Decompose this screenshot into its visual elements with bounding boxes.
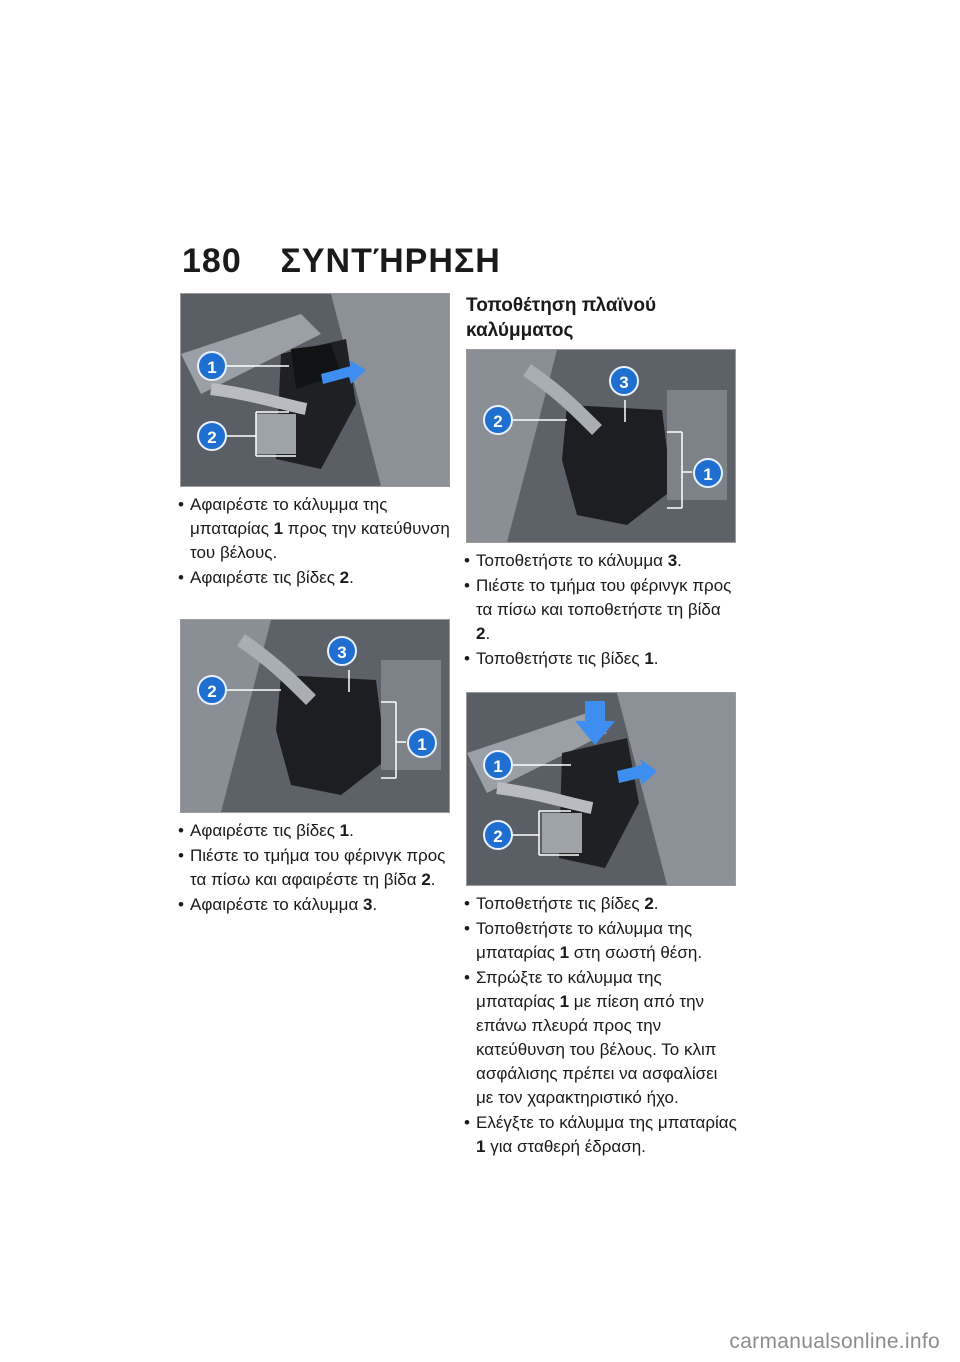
list-item: • Αφαιρέστε το κάλυμμα 3.	[180, 893, 452, 917]
figure-illustration	[467, 350, 735, 542]
figure-illustration	[181, 620, 449, 812]
callout-2: 2	[197, 421, 227, 451]
callout-2: 2	[197, 675, 227, 705]
steps-list-removal-1	[180, 493, 452, 590]
list-item: • Αφαιρέστε το κάλυμμα της μπαταρίας 1 προς την κατεύθυνση του βέλους.	[180, 493, 452, 565]
section-title: Τοποθέτηση πλαϊνού καλύμματος	[466, 295, 657, 341]
callout-2: 2	[483, 405, 513, 435]
page-number: 180	[182, 242, 242, 280]
list-item: • Τοποθετήστε το κάλυμμα της μπαταρίας 1 στη σωστή θέση.	[466, 917, 738, 965]
callout-1: 1	[483, 750, 513, 780]
right-column	[466, 293, 738, 1160]
list-item: • Πιέστε το τμήμα του φέρινγκ προς τα πίσω και τοποθετήστε τη βίδα 2.	[466, 574, 738, 646]
figure-side-cover-removal	[180, 619, 450, 813]
figure-illustration	[467, 693, 735, 885]
list-item: • Τοποθετήστε τις βίδες 1.	[466, 647, 738, 671]
list-item: • Τοποθετήστε τις βίδες 2.	[466, 892, 738, 916]
list-item: • Αφαιρέστε τις βίδες 2.	[180, 566, 452, 590]
steps-list-install-2	[466, 892, 738, 1159]
page-title: ΣΥΝΤΉΡΗΣΗ	[280, 242, 501, 280]
figure-side-cover-install	[466, 349, 736, 543]
callout-1: 1	[407, 728, 437, 758]
watermark: carmanualsonline.info	[729, 1330, 940, 1353]
callout-3: 3	[609, 366, 639, 396]
left-column	[180, 293, 452, 918]
steps-list-removal-2	[180, 819, 452, 917]
steps-list-install-1	[466, 549, 738, 671]
page-header	[182, 242, 501, 281]
callout-3: 3	[327, 636, 357, 666]
list-item: • Πιέστε το τμήμα του φέρινγκ προς τα πίσω και αφαιρέστε τη βίδα 2.	[180, 844, 452, 892]
list-item: • Αφαιρέστε τις βίδες 1.	[180, 819, 452, 843]
list-item: • Σπρώξτε το κάλυμμα της μπαταρίας 1 με πίεση από την επάνω πλευρά προς την κατεύθυνση του βέλους. Το κλιπ ασφάλισης πρέπει να ασφαλίσει με τον χαρακτηριστικό ήχο.	[466, 966, 738, 1110]
figure-illustration	[181, 294, 449, 486]
callout-2: 2	[483, 820, 513, 850]
figure-battery-cover-install	[466, 692, 736, 886]
figure-battery-cover-removal	[180, 293, 450, 487]
callout-1: 1	[693, 458, 723, 488]
list-item: • Τοποθετήστε το κάλυμμα 3.	[466, 549, 738, 573]
callout-1: 1	[197, 351, 227, 381]
list-item: • Ελέγξτε το κάλυμμα της μπαταρίας 1 για σταθερή έδραση.	[466, 1111, 738, 1159]
